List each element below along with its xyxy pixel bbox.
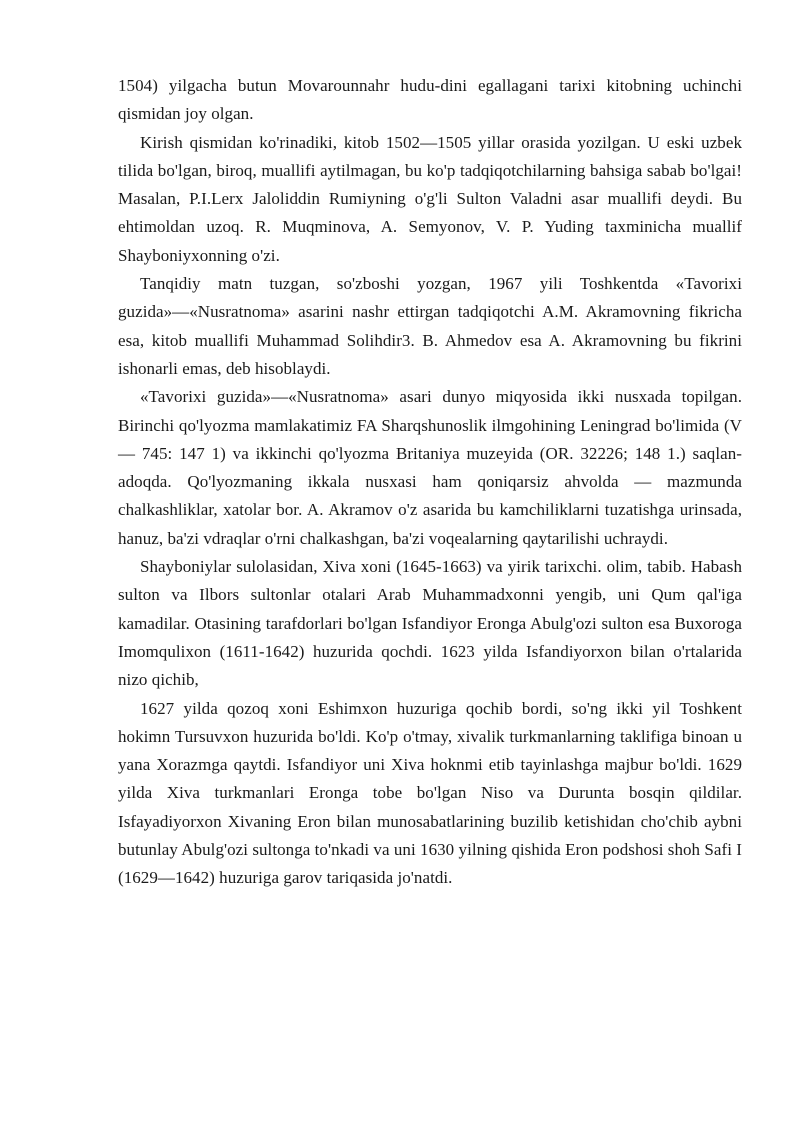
paragraph-continuation: 1504) yilgacha butun Movarounnahr hudu-dini egallagani tarixi kitobning uchinchi qismidan joy olgan. <box>118 76 742 124</box>
paragraph-shaybanids: Shayboniylar sulolasidan, Xiva xoni (1645-1663) va yirik tarixchi. olim, tabib. Habash sulton va Ilbors sultonlar otalari Arab Muhammadxonni yengib, uni Qum qal'iga kamadilar. Otasining tarafdorlari bo'lgan Isfandiyor Eronga Abulg'ozi sulton esa Buxoroga Imomqulixon (1611-1642) huzurida qochdi. 1623 yilda Isfandiyorxon bilan o'rtalarida nizo qichib, <box>118 557 742 690</box>
paragraph-authorship: Kirish qismidan ko'rinadiki, kitob 1502—1505 yillar orasida yozilgan. U eski uzbek tilida bo'lgan, biroq, muallifi aytilmagan, bu ko'p tadqiqotchilarning bahsiga sabab bo'lgai! Masalan, P.I.Lerx Jaloliddin Rumiyning o'g'li Sulton Valadni asar muallifi deydi. Bu ehtimoldan uzoq. R. Muqminova, A. Semyonov, V. P. Yuding taxminicha muallif Shayboniyxonning o'zi. <box>118 132 742 265</box>
document-page <box>118 72 742 893</box>
paragraph-abulghazi: 1627 yilda qozoq xoni Eshimxon huzuriga qochib bordi, so'ng ikki yil Toshkent hokimn Tursuvxon huzurida bo'ldi. Ko'p o'tmay, xivalik turkmanlarning taklifiga binoan u yana Xorazmga qaytdi. Isfandiyor uni Xiva hoknmi etib tayinlashga majbur bo'ldi. 1629 yilda Xiva turkmanlari Eronga tobe bo'lgan Niso va Durunta bosqin qildilar. Isfayadiyorxon Xivaning Eron bilan munosabatlarining buzilib ketishidan cho'chib aybni butunlay Abulg'ozi sultonga to'nkadi va uni 1630 yilning qishida Eron podshosi shoh Safi I (1629—1642) huzuriga garov tariqasida jo'natdi. <box>118 698 743 888</box>
paragraph-manuscripts: «Tavorixi guzida»—«Nusratnoma» asari dunyo miqyosida ikki nusxada topilgan. Birinchi qo'lyozma mamlakatimiz FA Sharqshunoslik ilmgohining Leningrad bo'limida (V — 745: 147 1) va ikkinchi qo'lyozma Britaniya muzeyida (OR. 32226; 148 1.) saqlan-adoqda. Qo'lyozmaning ikkala nusxasi ham qoniqarsiz ahvolda — mazmunda chalkashliklar, xatolar bor. A. Akramov o'z asarida bu kamchiliklarni tuzatishga urinsada, hanuz, ba'zi vdraqlar o'rni chalkashgan, ba'zi voqealarning qaytarilishi uchraydi. <box>118 387 742 548</box>
paragraph-critical-text: Tanqidiy matn tuzgan, so'zboshi yozgan, 1967 yili Toshkentda «Tavorixi guzida»—«Nusratnoma» asarini nashr ettirgan tadqiqotchi A.M. Akramovning fikricha esa, kitob muallifi Muhammad Solihdir3. B. Ahmedov esa A. Akramovning bu fikrini ishonarli emas, deb hisoblaydi. <box>118 274 742 378</box>
